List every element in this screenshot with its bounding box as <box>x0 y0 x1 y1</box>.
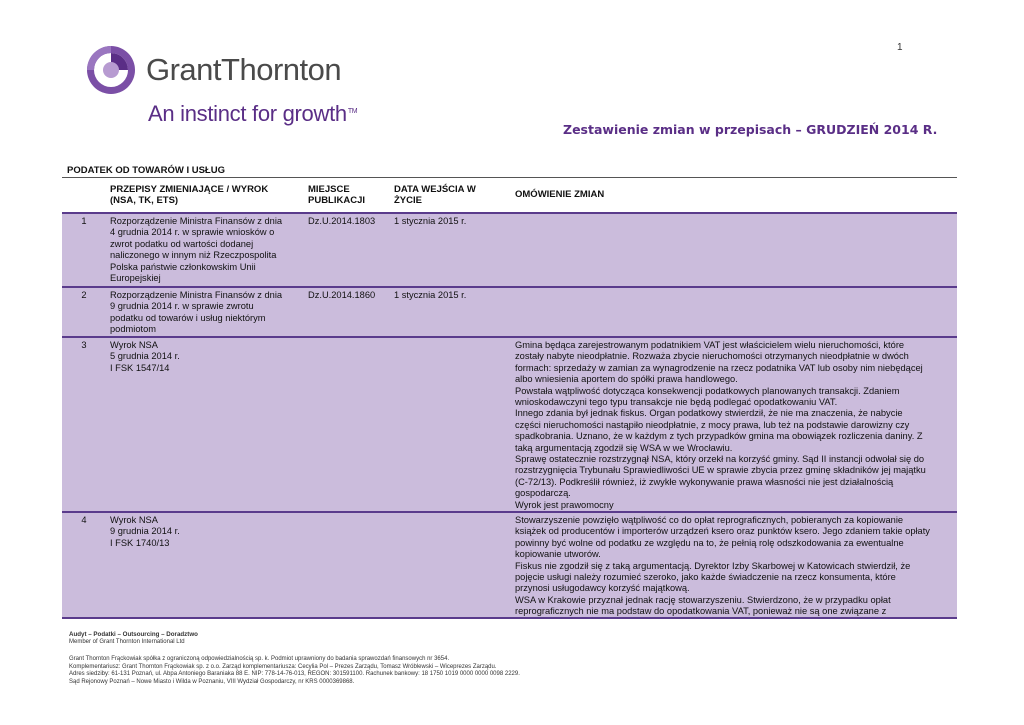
row-regulation: Rozporządzenie Ministra Finansów z dnia 4 grudnia 2014 r. w sprawie wniosków o zwrot podatku od wartości dodanej naliczonego w innym niż Rzeczpospolita Polska państwie członkowskim Unii Europejskiej <box>110 216 283 284</box>
grant-thornton-logo-mark-icon <box>86 45 136 95</box>
table-row <box>62 338 957 513</box>
footer-address: Adres siedziby: 61-131 Poznań, ul. Abpa Antoniego Baraniaka 88 E. NIP: 778-14-76-013, REGON: 301591100. Rachunek bankowy: 18 1750 1019 0000 0000 0098 2229. <box>69 671 520 678</box>
row-effective-date: 1 stycznia 2015 r. <box>394 290 467 300</box>
footer-court: Sąd Rejonowy Poznań – Nowe Miasto i Wilda w Poznaniu, VIII Wydział Gospodarczy, nr KRS 0000369868. <box>69 678 355 685</box>
table-row <box>62 288 957 338</box>
table-row <box>62 214 957 288</box>
footer-services: Audyt – Podatki – Outsourcing – Doradztwo <box>69 631 198 638</box>
footer-general-partner: Komplementariusz: Grant Thornton Frąckowiak sp. z o.o. Zarząd komplementariusza: Cecylia Pol – Prezes Zarządu, Tomasz Wróblewski – Wiceprezes Zarządu. <box>69 663 497 670</box>
row-notes: Gmina będąca zarejestrowanym podatnikiem VAT jest właścicielem wielu nieruchomości, które zostały nabyte nieodpłatnie. Rozważa zbycie nieruchomości otrzymanych nieodpłatnie w dwóch formach: sprzedaży w zamian za wynagrodzenie na rzecz podatnika VAT lub osoby nim niebędącej albo wniesienia aportem do spółki prawa handlowego. Powstała wątpliwość dotycząca konsekwencji podatkowych planowanych transakcji. Zdaniem wnioskodawczyni tego typu transakcje nie będą podlegać opodatkowaniu VAT. Innego zdania był jednak fiskus. Organ podatkowy stwierdził, że nie ma znaczenia, że nabycie części nieruchomości nastąpiło nieodpłatnie, z mocy prawa, lub też na podstawie darowizny czy spadkobrania. Uznano, że w każdym z tych przypadków gmina ma obowiązek rozliczenia daniny. Z taką argumentacją zgodził się WSA w we Wrocławiu. Sprawę ostatecznie rozstrzygnął NSA, który orzekł na korzyść gminy. Sąd II instancji odwołał się do rozstrzygnięcia Trybunału Sprawiedliwości UE w sprawie zbycia przez gminę składników jej majątku (C-72/13). Podkreślił również, iż zwykłe wykonywanie prawa własności nie jest działalnością gospodarczą. Wyrok jest prawomocny <box>515 340 926 510</box>
header-effective-date: DATA WEJŚCIA W ŻYCIE <box>394 184 476 206</box>
row-notes <box>511 214 957 286</box>
row-effective-date: 1 stycznia 2015 r. <box>394 216 467 226</box>
footer-company: Grant Thornton Frąckowiak spółka z ograniczoną odpowiedzialnością sp. k. Podmiot uprawniony do badania sprawozdań finansowych nr 3654. <box>69 656 450 663</box>
row-publication <box>304 513 390 617</box>
header-number <box>62 178 106 212</box>
footer-spacer <box>69 646 520 656</box>
table-header <box>62 178 957 214</box>
row-number: 2 <box>81 290 87 300</box>
row-regulation: Wyrok NSA 5 grudnia 2014 r. I FSK 1547/14 <box>110 340 180 373</box>
table-row <box>62 513 957 619</box>
row-number: 3 <box>81 340 87 350</box>
trademark-mark: TM <box>347 107 358 115</box>
row-publication: Dz.U.2014.1803 <box>308 216 376 226</box>
row-regulation: Wyrok NSA 9 grudnia 2014 r. I FSK 1740/13 <box>110 515 180 548</box>
header-notes: OMÓWIENIE ZMIAN <box>515 189 605 200</box>
header-regulation: PRZEPISY ZMIENIAJĄCE / WYROK (NSA, TK, ETS) <box>110 184 269 206</box>
brand-tagline-text: An instinct for growth <box>148 101 347 126</box>
row-regulation: Rozporządzenie Ministra Finansów z dnia 9 grudnia 2014 r. w sprawie zwrotu podatku od towarów i usług niektórym podmiotom <box>110 290 283 335</box>
changes-table <box>62 177 957 619</box>
row-publication <box>304 338 390 511</box>
section-title: PODATEK OD TOWARÓW I USŁUG <box>67 165 225 176</box>
page-footer <box>69 631 520 687</box>
header-publication: MIEJSCE PUBLIKACJI <box>308 184 366 206</box>
row-notes: Stowarzyszenie powzięło wątpliwość co do opłat reprograficznych, pobieranych za kopiowanie książek od producentów i importerów urządzeń ksero oraz punktów ksero. Jego zdaniem takie opłaty powinny być wolne od podatku ze względu na to, że pełnią rolę odszkodowania za ewentualne kopiowanie utworów. Fiskus nie zgodził się z taką argumentacją. Dyrektor Izby Skarbowej w Katowicach stwierdził, że pojęcie usługi należy rozumieć szeroko, jako każde świadczenie na rzecz konsumenta, które przynosi usługodawcy korzyść majątkową. WSA w Krakowie przyznał jednak rację stowarzyszeniu. Stwierdzono, że w przypadku opłat reprograficznych nie ma podstaw do opodatkowania VAT, ponieważ nie są one związane z <box>515 515 930 617</box>
row-number: 4 <box>81 515 87 525</box>
row-notes <box>511 288 957 336</box>
row-number: 1 <box>81 216 87 226</box>
brand-name: GrantThornton <box>146 52 342 87</box>
row-effective-date <box>390 338 511 511</box>
page-number: 1 <box>897 42 903 53</box>
row-publication: Dz.U.2014.1860 <box>308 290 376 300</box>
footer-membership: Member of Grant Thornton International Ltd <box>69 638 185 645</box>
brand-tagline <box>148 101 357 127</box>
grant-thornton-logo <box>86 45 356 125</box>
row-effective-date <box>390 513 511 617</box>
document-heading: Zestawienie zmian w przepisach – GRUDZIEŃ 2014 R. <box>563 122 938 137</box>
